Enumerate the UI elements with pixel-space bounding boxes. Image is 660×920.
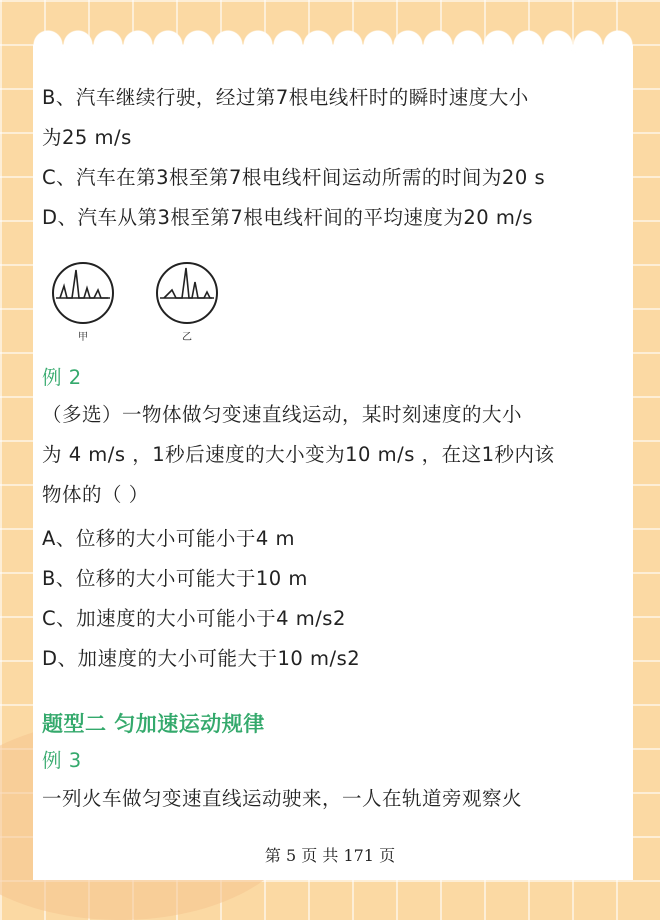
section-title: 题型二 匀加速运动规律 <box>42 712 265 736</box>
figure-label-jia: 甲 <box>78 332 88 343</box>
example-2-label: 例 2 <box>42 366 82 389</box>
figure-jia <box>50 260 116 343</box>
example-2-question-line-2: 为 4 m/s ，1秒后速度的大小变为10 m/s ，在这1秒内该 <box>42 443 555 466</box>
option-b-line-2: 为25 m/s <box>42 126 132 149</box>
speedometer-figures <box>50 260 627 343</box>
dial-jia-icon <box>50 260 116 326</box>
dial-yi-icon <box>154 260 220 326</box>
example-2-option-d: D、加速度的大小可能大于10 m/s2 <box>42 647 361 670</box>
example-2-question-line-3: 物体的（ ） <box>42 483 149 506</box>
figure-yi <box>154 260 220 343</box>
example-2-option-b: B、位移的大小可能大于10 m <box>42 567 308 590</box>
figure-label-yi: 乙 <box>182 332 192 343</box>
page-footer: 第 5 页 共 171 页 <box>264 846 396 865</box>
option-b-line-1: B、汽车继续行驶，经过第7根电线杆时的瞬时速度大小 <box>42 86 529 109</box>
example-3-text: 一列火车做匀变速直线运动驶来，一人在轨道旁观察火 <box>42 787 523 810</box>
example-2-option-c: C、加速度的大小可能小于4 m/s2 <box>42 607 346 630</box>
option-d: D、汽车从第3根至第7根电线杆间的平均速度为20 m/s <box>42 206 534 229</box>
option-c: C、汽车在第3根至第7根电线杆间运动所需的时间为20 s <box>42 166 546 189</box>
paper-scalloped-edge <box>33 30 633 54</box>
example-3-label: 例 3 <box>42 749 82 772</box>
example-2-question-line-1: （多选）一物体做匀变速直线运动，某时刻速度的大小 <box>42 403 523 426</box>
example-2-option-a: A、位移的大小可能小于4 m <box>42 527 295 550</box>
page-content <box>42 78 627 819</box>
